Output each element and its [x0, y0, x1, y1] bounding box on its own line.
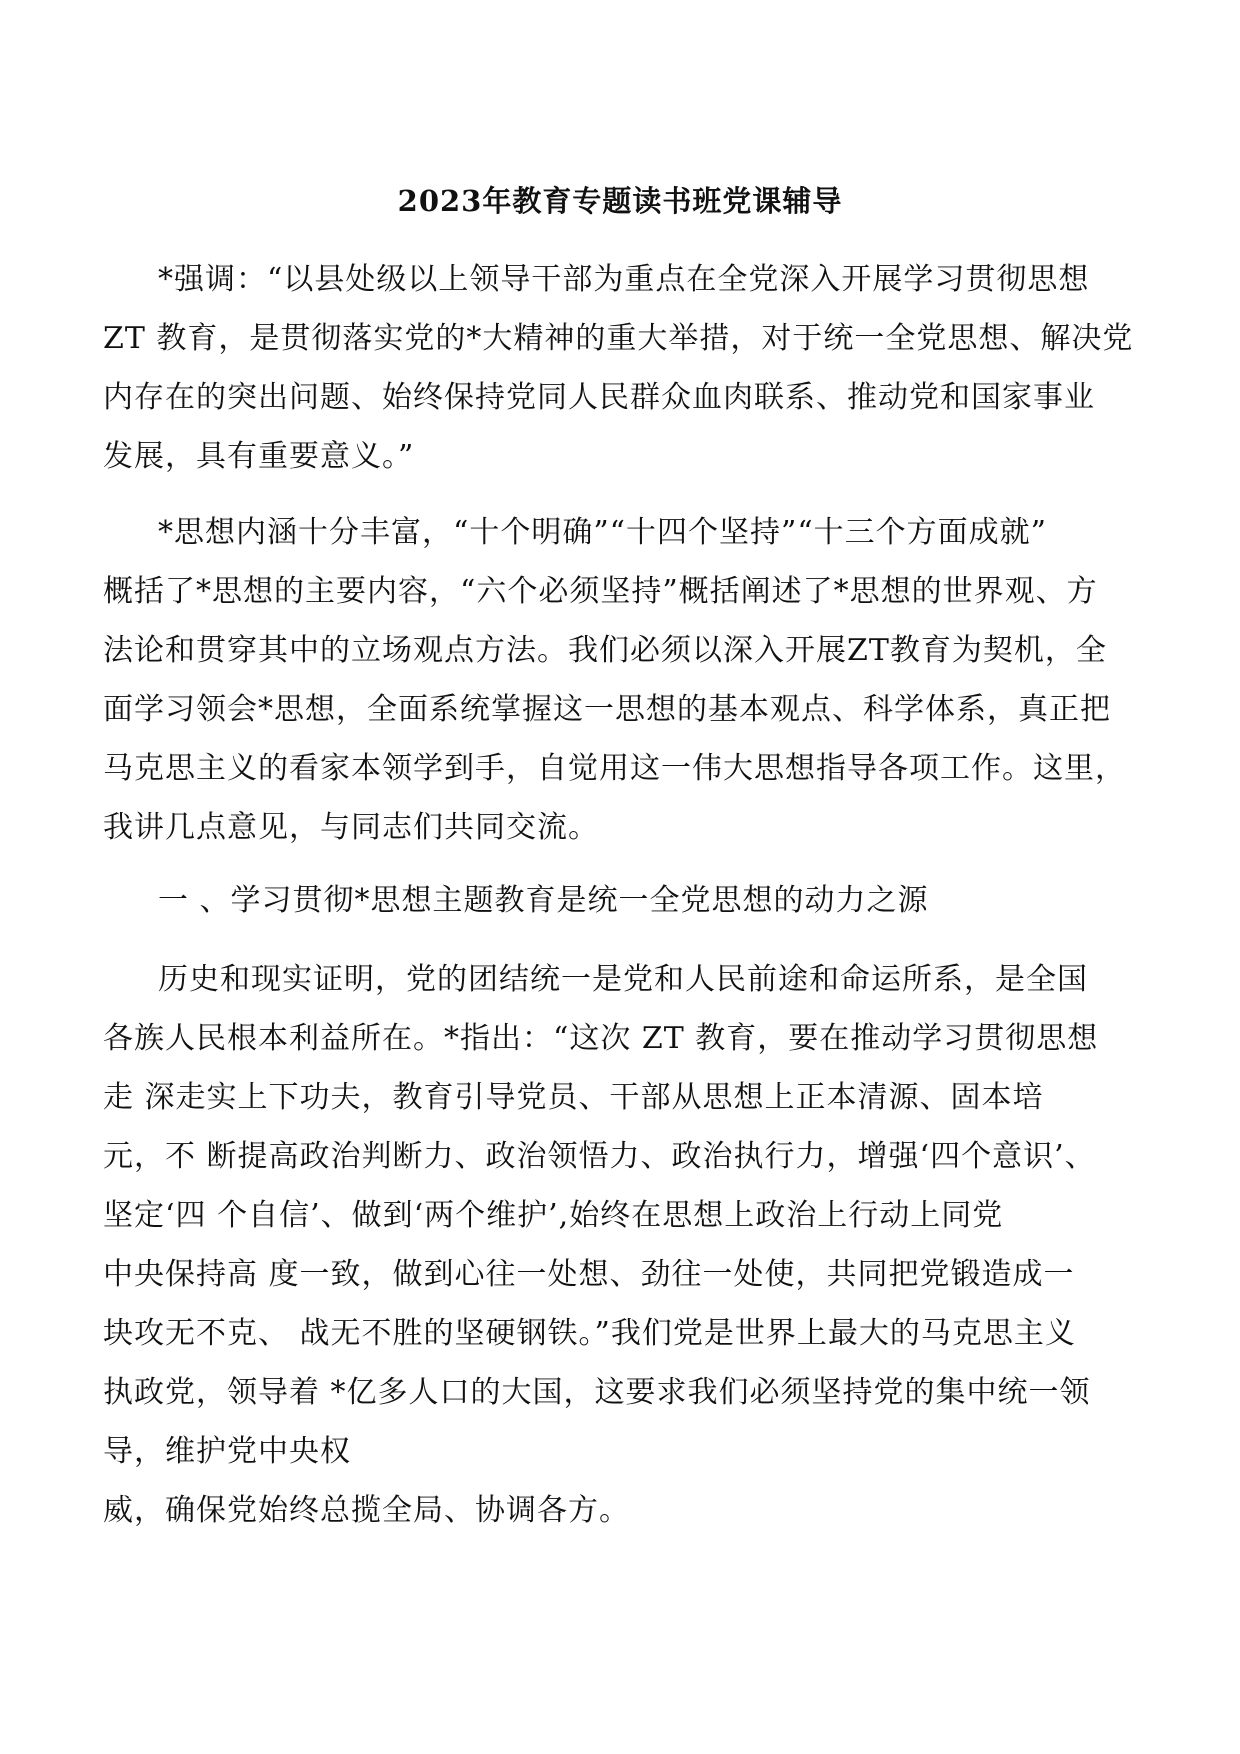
text-line: 历史和现实证明，党的团结统一是党和人民前途和命运所系，是全国	[158, 962, 1088, 997]
text-line: 坚定‘四 个自信’、做到‘两个维护’,始终在思想上政治上行动上同党	[103, 1198, 1004, 1233]
text-line: 发展，具有重要意义。”	[103, 439, 415, 474]
text-line: 面学习领会*思想，全面系统掌握这一思想的基本观点、科学体系，真正把	[103, 692, 1111, 727]
text-line: 威，确保党始终总揽全局、协调各方。	[103, 1493, 630, 1528]
text-line: 导，维护党中央权	[103, 1434, 351, 1469]
text-line: 马克思主义的看家本领学到手，自觉用这一伟大思想指导各项工作。这里，	[103, 751, 1126, 786]
text-line: *强调：“以县处级以上领导干部为重点在全党深入开展学习贯彻思想	[158, 262, 1090, 297]
text-line: *思想内涵十分丰富，“十个明确”“十四个坚持”“十三个方面成就”	[158, 515, 1048, 550]
text-line: 中央保持高 度一致，做到心往一处想、劲往一处使，共同把党锻造成一	[103, 1257, 1075, 1292]
text-line: ZT 教育，是贯彻落实党的*大精神的重大举措，对于统一全党思想、解决党	[103, 321, 1134, 356]
text-line: 内存在的突出问题、始终保持党同人民群众血肉联系、推动党和国家事业	[103, 380, 1095, 415]
text-line: 走 深走实上下功夫，教育引导党员、干部从思想上正本清源、固本培	[103, 1080, 1044, 1115]
text-line: 概括了*思想的主要内容，“六个必须坚持”概括阐述了*思想的世界观、方	[103, 574, 1098, 609]
text-line: 各族人民根本利益所在。*指出：“这次 ZT 教育，要在推动学习贯彻思想	[103, 1021, 1099, 1056]
text-line: 元，不 断提高政治判断力、政治领悟力、政治执行力，增强‘四个意识’、	[103, 1139, 1096, 1174]
text-line: 我讲几点意见，与同志们共同交流。	[103, 810, 599, 845]
section-heading: 一 、学习贯彻*思想主题教育是统一全党思想的动力之源	[158, 883, 929, 918]
text-line: 法论和贯穿其中的立场观点方法。我们必须以深入开展ZT教育为契机，全	[103, 633, 1107, 668]
document-title: 2023年教育专题读书班党课辅导	[397, 184, 843, 218]
text-line: 执政党，领导着 *亿多人口的大国，这要求我们必须坚持党的集中统一领	[103, 1375, 1091, 1410]
text-line: 块攻无不克、 战无不胜的坚硬钢铁。”我们党是世界上最大的马克思主义	[103, 1316, 1076, 1351]
